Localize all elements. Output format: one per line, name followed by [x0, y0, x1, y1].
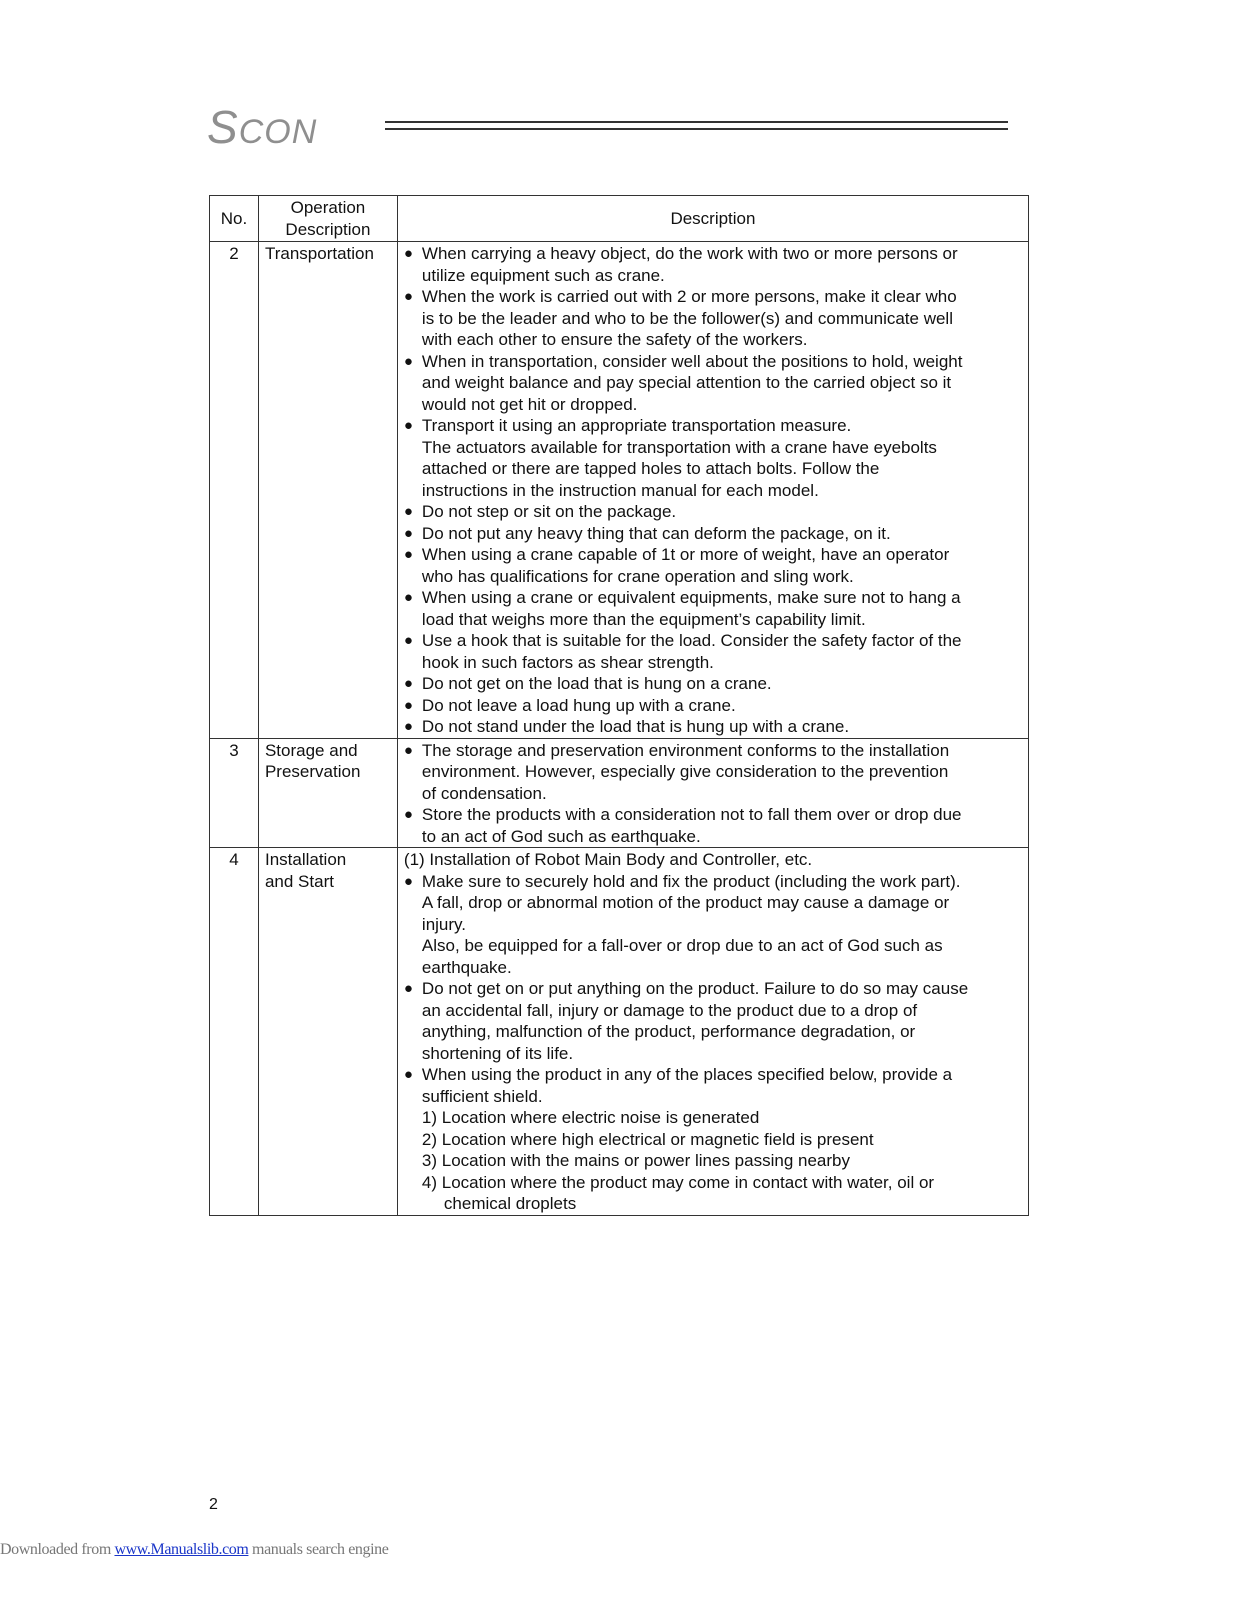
row-number: 2 [210, 242, 259, 739]
operation-name: Transportation [258, 242, 397, 739]
description-line: with each other to ensure the safety of the workers. [421, 330, 808, 349]
operation-name: Storage and Preservation [258, 738, 397, 848]
description-line: A fall, drop or abnormal motion of the product may cause a damage or [421, 893, 950, 912]
manualslib-link[interactable]: www.Manualslib.com [114, 1541, 249, 1558]
description-line: 3) Location with the mains or power lines passing nearby [421, 1151, 850, 1170]
bullet-item: ● When using the product in any of the places specified below, provide a [404, 1064, 1022, 1086]
description-line: chemical droplets [443, 1194, 577, 1213]
description-line: would not get hit or dropped. [421, 394, 638, 414]
description-line: is to be the leader and who to be the follower(s) and communicate well [421, 308, 953, 328]
description-line: 4) Location where the product may come in contact with water, oil or [421, 1172, 935, 1192]
table-header-row [210, 196, 1029, 242]
bullet-item: ● Transport it using an appropriate transportation measure. [404, 415, 1022, 437]
bullet-item: ● Do not leave a load hung up with a crane. [404, 695, 1022, 717]
page-number: 2 [209, 1496, 218, 1513]
description-line: earthquake. [421, 957, 512, 977]
description-line: Also, be equipped for a fall-over or drop due to an act of God such as [421, 936, 943, 955]
description-line: attached or there are tapped holes to attach bolts. Follow the [421, 459, 880, 478]
bullet-item: ● Make sure to securely hold and fix the product (including the work part). [404, 871, 1022, 893]
table-row [210, 242, 1029, 739]
description-line: of condensation. [421, 783, 547, 803]
bullet-item: ● Use a hook that is suitable for the load. Consider the safety factor of the [404, 630, 1022, 652]
description-line: environment. However, especially give consideration to the prevention [421, 762, 949, 781]
footer: Downloaded from www.Manualslib.com manuals search engine [0, 1541, 389, 1558]
bullet-item: ● Do not stand under the load that is hung up with a crane. [404, 716, 1022, 738]
description-line: who has qualifications for crane operation and sling work. [421, 566, 854, 586]
description-line: load that weighs more than the equipment’s capability limit. [421, 609, 866, 629]
header-description: Description [397, 196, 1028, 242]
bullet-item: ● The storage and preservation environment conforms to the installation [404, 740, 1022, 762]
description-line: 1) Location where electric noise is generated [421, 1108, 760, 1127]
description-line: instructions in the instruction manual for each model. [421, 480, 819, 500]
bullet-item: ● When using a crane or equivalent equipments, make sure not to hang a [404, 587, 1022, 609]
operation-name: Installation and Start [258, 848, 397, 1216]
description-line: injury. [421, 914, 467, 934]
row-number: 3 [210, 738, 259, 848]
description-line: hook in such factors as shear strength. [421, 652, 714, 672]
description-line: to an act of God such as earthquake. [421, 826, 701, 846]
header-no: No. [210, 196, 259, 242]
bullet-item: ● When using a crane capable of 1t or more of weight, have an operator [404, 544, 1022, 566]
header-rule-top [385, 121, 1008, 123]
description-cell [397, 738, 1028, 848]
description-cell [397, 242, 1028, 739]
bullet-item: ● When carrying a heavy object, do the work with two or more persons or [404, 243, 1022, 265]
description-line: shortening of its life. [421, 1043, 574, 1063]
description-line: (1) Installation of Robot Main Body and Controller, etc. [403, 850, 813, 869]
operation-table [209, 195, 1029, 1216]
table-row [210, 738, 1029, 848]
description-line: The actuators available for transportation with a crane have eyebolts [421, 437, 937, 457]
description-cell [397, 848, 1028, 1216]
bullet-item: ● Do not put any heavy thing that can deform the package, on it. [404, 523, 1022, 545]
description-line: sufficient shield. [421, 1086, 543, 1106]
bullet-item: ● Do not get on or put anything on the product. Failure to do so may cause [404, 978, 1022, 1000]
bullet-item: ● Store the products with a consideration not to fall them over or drop due [404, 804, 1022, 826]
row-number: 4 [210, 848, 259, 1216]
bullet-item: ● Do not step or sit on the package. [404, 501, 1022, 523]
description-line: 2) Location where high electrical or magnetic field is present [421, 1129, 874, 1149]
bullet-item: ● When the work is carried out with 2 or more persons, make it clear who [404, 286, 1022, 308]
description-line: and weight balance and pay special attention to the carried object so it [421, 373, 952, 392]
header-operation-description: Operation Description [258, 196, 397, 242]
table-row [210, 848, 1029, 1216]
description-line: utilize equipment such as crane. [421, 265, 665, 285]
bullet-item: ● When in transportation, consider well about the positions to hold, weight [404, 351, 1022, 373]
description-line: anything, malfunction of the product, performance degradation, or [421, 1022, 916, 1041]
scon-logo: SCON [207, 101, 318, 153]
bullet-item: ● Do not get on the load that is hung on a crane. [404, 673, 1022, 695]
description-line: an accidental fall, injury or damage to the product due to a drop of [421, 1000, 918, 1020]
header-rule-bottom [385, 128, 1008, 130]
